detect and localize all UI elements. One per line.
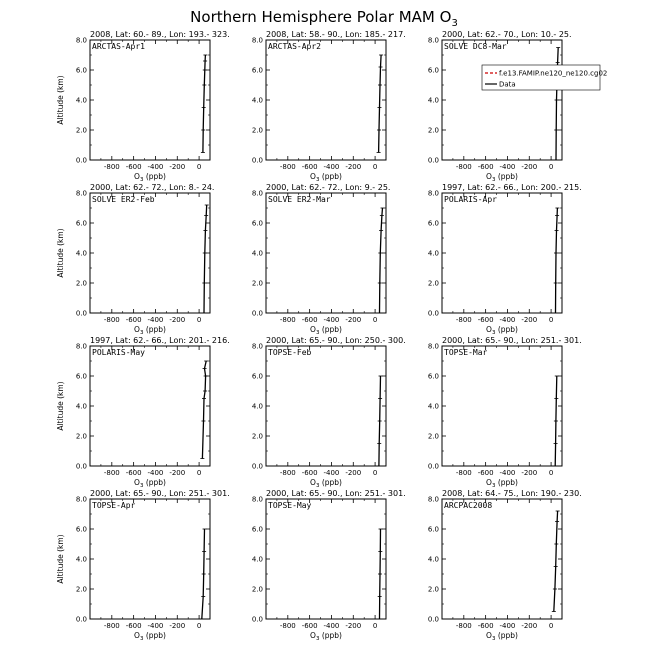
panel-header: 2008, Lat: 60.- 89., Lon: 193.- 323. — [90, 30, 230, 39]
x-tick-label: -200 — [345, 316, 362, 324]
panel-label: SOLVE ER2-Feb — [92, 195, 155, 204]
data-line — [380, 208, 383, 313]
figure-title: Northern Hemisphere Polar MAM $O_3$ — [190, 8, 458, 29]
x-tick-label: -200 — [169, 469, 186, 477]
y-tick-label: 0.0 — [251, 615, 263, 624]
x-tick-label: -800 — [455, 469, 472, 477]
x-tick-label: -800 — [103, 469, 120, 477]
x-tick-label: -200 — [169, 163, 186, 171]
x-axis-label: $O_3$ (ppb) — [310, 478, 342, 489]
panel-label: TOPSE-Mar — [444, 348, 488, 357]
y-tick-label: 2.0 — [427, 585, 439, 594]
data-line — [556, 48, 558, 161]
y-axis-label: Altitude (km) — [56, 75, 65, 125]
x-tick-label: -400 — [147, 622, 164, 630]
x-axis-label: $O_3$ (ppb) — [310, 325, 342, 336]
y-tick-label: 6.0 — [427, 372, 439, 381]
x-tick-label: -200 — [521, 622, 538, 630]
x-axis-label: $O_3$ (ppb) — [310, 172, 342, 183]
x-tick-label: -400 — [499, 163, 516, 171]
x-tick-label: -400 — [147, 469, 164, 477]
plot-frame — [442, 40, 562, 160]
data-line — [556, 208, 558, 313]
y-tick-label: 6.0 — [75, 219, 87, 228]
chart-panel — [56, 336, 230, 489]
x-tick-label: -400 — [323, 316, 340, 324]
data-line — [204, 205, 207, 313]
panel-header: 2000, Lat: 62.- 72., Lon: 8.- 24. — [90, 183, 215, 192]
x-tick-label: 0 — [196, 163, 202, 171]
x-tick-label: -400 — [499, 316, 516, 324]
plot-frame — [442, 499, 562, 619]
y-tick-label: 4.0 — [427, 555, 439, 564]
y-tick-label: 6.0 — [75, 66, 87, 75]
chart-panel — [252, 183, 391, 336]
plot-frame — [266, 346, 386, 466]
x-axis-label: $O_3$ (ppb) — [134, 325, 166, 336]
y-tick-label: 6.0 — [427, 525, 439, 534]
x-tick-label: 0 — [372, 163, 378, 171]
x-axis-label: $O_3$ (ppb) — [134, 631, 166, 642]
y-tick-label: 2.0 — [75, 432, 87, 441]
x-tick-label: 0 — [548, 622, 554, 630]
y-tick-label: 8.0 — [427, 495, 439, 504]
x-tick-label: -400 — [499, 622, 516, 630]
y-tick-label: 4.0 — [75, 555, 87, 564]
y-tick-label: 2.0 — [251, 126, 263, 135]
x-tick-label: -400 — [323, 163, 340, 171]
plot-frame — [266, 40, 386, 160]
panel-label: POLARIS-Apr — [444, 195, 497, 204]
y-tick-label: 0.0 — [427, 309, 439, 318]
x-tick-label: -800 — [103, 316, 120, 324]
y-tick-label: 0.0 — [251, 156, 263, 165]
plot-frame — [90, 346, 210, 466]
plot-frame — [442, 346, 562, 466]
y-tick-label: 2.0 — [75, 126, 87, 135]
plot-frame — [266, 499, 386, 619]
x-tick-label: -600 — [477, 163, 494, 171]
x-tick-label: -600 — [125, 316, 142, 324]
x-axis-label: $O_3$ (ppb) — [486, 325, 518, 336]
y-tick-label: 8.0 — [427, 189, 439, 198]
chart-panel — [428, 489, 582, 642]
x-tick-label: -600 — [125, 469, 142, 477]
panel-header: 2000, Lat: 62.- 70., Lon: 10.- 25. — [442, 30, 572, 39]
chart-panel — [252, 489, 406, 642]
legend-label: Data — [499, 80, 516, 89]
x-tick-label: -400 — [323, 622, 340, 630]
y-tick-label: 6.0 — [427, 66, 439, 75]
x-tick-label: 0 — [548, 469, 554, 477]
x-tick-label: -600 — [477, 469, 494, 477]
y-tick-label: 4.0 — [75, 96, 87, 105]
x-tick-label: -600 — [301, 163, 318, 171]
x-tick-label: 0 — [196, 316, 202, 324]
plot-frame — [442, 193, 562, 313]
y-tick-label: 8.0 — [75, 36, 87, 45]
plot-frame — [266, 193, 386, 313]
panel-label: TOPSE-Feb — [268, 348, 312, 357]
legend — [482, 65, 607, 90]
y-tick-label: 2.0 — [251, 585, 263, 594]
y-axis-label: Altitude (km) — [56, 381, 65, 431]
x-tick-label: -200 — [521, 469, 538, 477]
x-tick-label: -800 — [455, 622, 472, 630]
y-tick-label: 6.0 — [75, 525, 87, 534]
panel-label: ARCPAC2008 — [444, 501, 493, 510]
x-tick-label: -600 — [125, 622, 142, 630]
legend-label: f.e13.FAMIP.ne120_ne120.cg02 — [499, 69, 608, 78]
y-tick-label: 4.0 — [427, 249, 439, 258]
y-tick-label: 2.0 — [75, 585, 87, 594]
x-tick-label: -400 — [323, 469, 340, 477]
x-tick-label: -200 — [521, 163, 538, 171]
y-tick-label: 8.0 — [75, 342, 87, 351]
y-tick-label: 0.0 — [75, 462, 87, 471]
y-tick-label: 4.0 — [75, 402, 87, 411]
y-tick-label: 8.0 — [75, 189, 87, 198]
panel-label: TOPSE-Apr — [92, 501, 136, 510]
y-tick-label: 2.0 — [427, 432, 439, 441]
panel-label: ARCTAS-Apr2 — [268, 42, 321, 51]
chart-panel — [56, 183, 214, 336]
x-axis-label: $O_3$ (ppb) — [486, 478, 518, 489]
data-line — [554, 511, 558, 612]
x-tick-label: 0 — [372, 469, 378, 477]
panel-header: 2000, Lat: 62.- 72., Lon: 9.- 25. — [266, 183, 391, 192]
y-tick-label: 8.0 — [251, 189, 263, 198]
y-tick-label: 4.0 — [251, 555, 263, 564]
chart-panel — [428, 336, 582, 489]
x-tick-label: -800 — [455, 316, 472, 324]
y-tick-label: 2.0 — [251, 279, 263, 288]
y-tick-label: 8.0 — [427, 36, 439, 45]
x-tick-label: -800 — [103, 622, 120, 630]
y-tick-label: 0.0 — [251, 462, 263, 471]
y-tick-label: 4.0 — [251, 96, 263, 105]
chart-panel — [56, 489, 230, 642]
x-axis-label: $O_3$ (ppb) — [134, 172, 166, 183]
y-tick-label: 8.0 — [427, 342, 439, 351]
x-axis-label: $O_3$ (ppb) — [486, 172, 518, 183]
panel-header: 2000, Lat: 65.- 90., Lon: 251.- 301. — [442, 336, 582, 345]
x-tick-label: -800 — [103, 163, 120, 171]
x-tick-label: 0 — [548, 163, 554, 171]
x-tick-label: -800 — [455, 163, 472, 171]
y-tick-label: 6.0 — [251, 66, 263, 75]
plot-frame — [90, 499, 210, 619]
x-tick-label: -800 — [279, 622, 296, 630]
chart-panel — [428, 30, 608, 183]
x-tick-label: 0 — [548, 316, 554, 324]
chart-panel — [252, 30, 406, 183]
y-tick-label: 0.0 — [75, 615, 87, 624]
y-tick-label: 0.0 — [75, 309, 87, 318]
data-line — [379, 55, 382, 153]
x-tick-label: -600 — [125, 163, 142, 171]
y-axis-label: Altitude (km) — [56, 228, 65, 278]
chart-panel — [56, 30, 230, 183]
x-tick-label: -600 — [477, 622, 494, 630]
y-tick-label: 8.0 — [251, 36, 263, 45]
y-tick-label: 6.0 — [75, 372, 87, 381]
chart-panel — [252, 336, 406, 489]
y-tick-label: 2.0 — [251, 432, 263, 441]
x-tick-label: -200 — [169, 316, 186, 324]
panel-label: ARCTAS-Apr1 — [92, 42, 145, 51]
panel-header: 2008, Lat: 64.- 75., Lon: 190.- 230. — [442, 489, 582, 498]
y-tick-label: 4.0 — [251, 249, 263, 258]
panel-header: 2000, Lat: 65.- 90., Lon: 251.- 301. — [90, 489, 230, 498]
x-tick-label: -200 — [521, 316, 538, 324]
panel-header: 1997, Lat: 62.- 66., Lon: 201.- 216. — [90, 336, 230, 345]
chart-panel — [428, 183, 582, 336]
x-tick-label: -600 — [301, 469, 318, 477]
x-tick-label: -800 — [279, 469, 296, 477]
panel-label: TOPSE-May — [268, 501, 312, 510]
y-tick-label: 4.0 — [427, 96, 439, 105]
x-tick-label: 0 — [196, 469, 202, 477]
y-tick-label: 2.0 — [427, 126, 439, 135]
x-tick-label: -200 — [345, 469, 362, 477]
plot-frame — [90, 193, 210, 313]
y-tick-label: 4.0 — [427, 402, 439, 411]
y-tick-label: 4.0 — [75, 249, 87, 258]
y-tick-label: 0.0 — [75, 156, 87, 165]
y-tick-label: 2.0 — [427, 279, 439, 288]
y-tick-label: 0.0 — [427, 156, 439, 165]
x-tick-label: -400 — [499, 469, 516, 477]
y-tick-label: 0.0 — [427, 615, 439, 624]
x-axis-label: $O_3$ (ppb) — [310, 631, 342, 642]
y-tick-label: 8.0 — [251, 495, 263, 504]
x-tick-label: -200 — [345, 163, 362, 171]
y-axis-label: Altitude (km) — [56, 534, 65, 584]
panel-label: POLARIS-May — [92, 348, 145, 357]
y-tick-label: 4.0 — [251, 402, 263, 411]
y-tick-label: 6.0 — [427, 219, 439, 228]
panel-header: 2000, Lat: 65.- 90., Lon: 251.- 301. — [266, 489, 406, 498]
y-tick-label: 0.0 — [251, 309, 263, 318]
y-tick-label: 8.0 — [75, 495, 87, 504]
x-tick-label: -800 — [279, 316, 296, 324]
panel-header: 2008, Lat: 58.- 90., Lon: 185.- 217. — [266, 30, 406, 39]
x-tick-label: -600 — [477, 316, 494, 324]
x-tick-label: -600 — [301, 622, 318, 630]
x-tick-label: 0 — [196, 622, 202, 630]
x-axis-label: $O_3$ (ppb) — [486, 631, 518, 642]
panel-label: SOLVE ER2-Mar — [268, 195, 331, 204]
panel-grid — [56, 30, 607, 642]
y-tick-label: 6.0 — [251, 219, 263, 228]
x-tick-label: -800 — [279, 163, 296, 171]
plot-frame — [90, 40, 210, 160]
x-tick-label: -400 — [147, 316, 164, 324]
y-tick-label: 2.0 — [75, 279, 87, 288]
x-tick-label: -600 — [301, 316, 318, 324]
x-tick-label: 0 — [372, 622, 378, 630]
y-tick-label: 6.0 — [251, 372, 263, 381]
x-tick-label: -400 — [147, 163, 164, 171]
y-tick-label: 6.0 — [251, 525, 263, 534]
panel-header: 1997, Lat: 62.- 66., Lon: 200.- 215. — [442, 183, 582, 192]
panel-label: SOLVE DC8-Mar — [444, 42, 507, 51]
x-axis-label: $O_3$ (ppb) — [134, 478, 166, 489]
x-tick-label: -200 — [345, 622, 362, 630]
x-tick-label: 0 — [372, 316, 378, 324]
y-tick-label: 0.0 — [427, 462, 439, 471]
x-tick-label: -200 — [169, 622, 186, 630]
y-tick-label: 8.0 — [251, 342, 263, 351]
panel-header: 2000, Lat: 65.- 90., Lon: 250.- 300. — [266, 336, 406, 345]
